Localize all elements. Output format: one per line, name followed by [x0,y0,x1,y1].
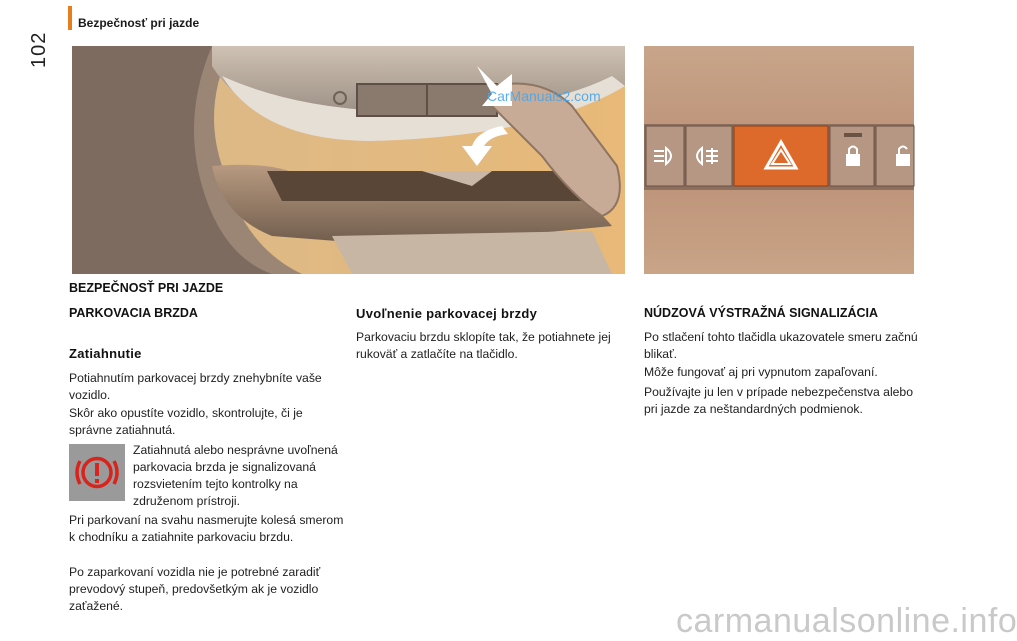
apply-paragraph-1: Potiahnutím parkovacej brzdy znehybníte vaše vozidlo. [69,371,322,402]
release-heading: Uvoľnenie parkovacej brzdy [356,306,538,321]
section-header: Bezpečnosť pri jazde [78,16,200,30]
apply-paragraph-2: Skôr ako opustíte vozidlo, skontrolujte, či je správne zatiahnutá. [69,406,303,437]
apply-paragraph-3: Pri parkovaní na svahu nasmerujte kolesá smerom k chodníku a zatiahnite parkovaciu brzdu. [69,513,344,544]
header-accent-bar [68,6,72,30]
chapter-heading: BEZPEČNOSŤ PRI JAZDE [69,281,224,295]
apply-heading: Zatiahnutie [69,346,142,361]
apply-paragraph-4: Po zaparkovaní vozidla nie je potrebné zaradiť prevodový stupeň, predovšetkým ak je vozidlo zaťažené. [69,565,321,613]
hazard-paragraph-3: Používajte ju len v prípade nebezpečenstva alebo pri jazde za neštandardných podmienok. [644,385,913,416]
parking-brake-warning-icon [69,444,125,501]
parking-brake-illustration [72,46,625,274]
hazard-switch-illustration [644,46,914,274]
release-text: Parkovaciu brzdu sklopíte tak, že potiahnete jej rukoväť a zatlačíte na tlačidlo. [356,330,611,361]
watermark-text: CarManuals2.com [487,88,601,104]
hazard-paragraph-1: Po stlačení tohto tlačidla ukazovatele smeru začnú blikať. [644,330,918,361]
footer-watermark: carmanualsonline.info [676,602,1017,640]
hazard-paragraph-2: Môže fungovať aj pri vypnutom zapaľovaní. [644,365,878,379]
parking-brake-heading: PARKOVACIA BRZDA [69,306,198,320]
hazard-heading: NÚDZOVÁ VÝSTRAŽNÁ SIGNALIZÁCIA [644,306,879,320]
page-number: 102 [28,31,50,68]
warning-light-text: Zatiahnutá alebo nesprávne uvoľnená parkovacia brzda je signalizovaná rozsvietením tejto kontrolky na združenom prístroji. [133,443,338,508]
